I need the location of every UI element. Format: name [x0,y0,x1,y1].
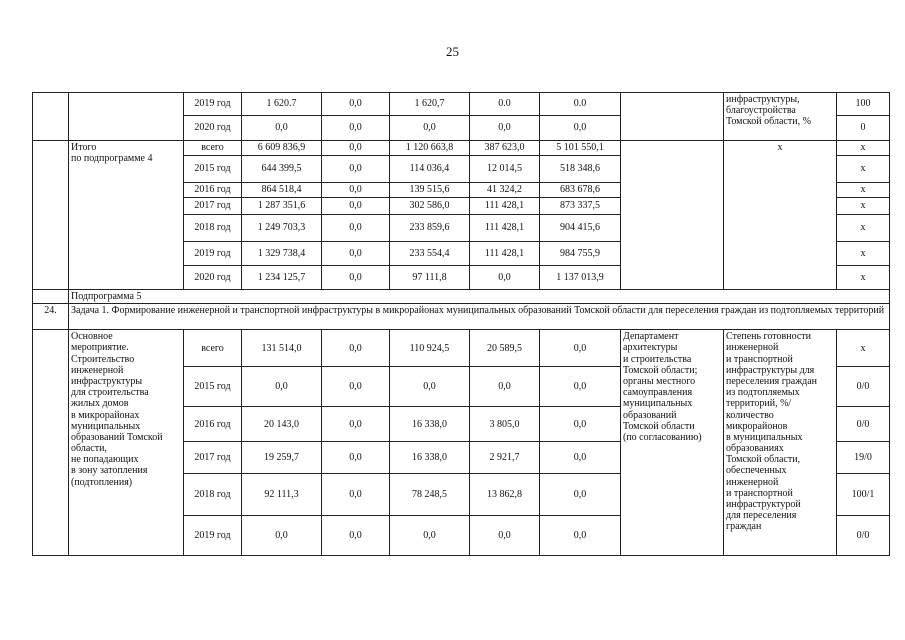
federal-cell: 0,0 [322,242,390,266]
federal-cell: 0,0 [322,116,390,141]
regional-cell: 0,0 [390,367,470,407]
value-cell: 0/0 [837,367,890,407]
page-number: 25 [446,44,459,59]
regional-cell: 233 554,4 [390,242,470,266]
total-cell: 644 399,5 [242,156,322,183]
municipal-cell: 111 428,1 [470,198,540,215]
value-cell: 100 [837,93,890,116]
year-cell: 2017 год [184,442,242,474]
municipal-cell: 12 014,5 [470,156,540,183]
municipal-cell: 111 428,1 [470,215,540,242]
regional-cell: 110 924,5 [390,330,470,367]
total-cell: 19 259,7 [242,442,322,474]
year-cell: 2017 год [184,198,242,215]
municipal-cell: 387 623,0 [470,141,540,156]
extra-cell: 683 678,6 [540,183,621,198]
extra-cell: 0,0 [540,116,621,141]
indicator-cell: Степень готовности инженерной и транспортной инфраструктуры для переселения граждан из подтопляемых территорий, %/ количество микрорайонов в муниципальных образованиях Томской области, обеспеченных инженерной и транспортной инфраструктурой для переселения граждан [724,330,837,556]
num-cell [33,290,69,304]
value-cell: x [837,156,890,183]
regional-cell: 302 586,0 [390,198,470,215]
value-cell: 0/0 [837,516,890,556]
municipal-cell: 41 324,2 [470,183,540,198]
executor-cell: Департамент архитектуры и строительства Томской области; органы местного самоуправления муниципальных образований Томской области (по согласованию) [621,330,724,556]
federal-cell: 0,0 [322,442,390,474]
municipal-cell: 2 921,7 [470,442,540,474]
federal-cell: 0,0 [322,198,390,215]
extra-cell: 984 755,9 [540,242,621,266]
extra-cell: 0,0 [540,367,621,407]
value-cell: 19/0 [837,442,890,474]
total-cell: 864 518,4 [242,183,322,198]
regional-cell: 78 248,5 [390,474,470,516]
year-cell: 2016 год [184,183,242,198]
value-cell: x [837,266,890,290]
extra-cell: 518 348,6 [540,156,621,183]
extra-cell: 0,0 [540,407,621,442]
extra-cell: 1 137 013,9 [540,266,621,290]
year-cell: 2018 год [184,474,242,516]
subprogram-total-title: Итого по подпрограмме 4 [69,141,184,290]
extra-cell: 0.0 [540,93,621,116]
extra-cell: 873 337,5 [540,198,621,215]
federal-cell: 0,0 [322,516,390,556]
table-row [33,141,890,156]
value-cell: 0 [837,116,890,141]
municipal-cell: 0.0 [470,93,540,116]
executor-cell [621,93,724,141]
municipal-cell: 0,0 [470,116,540,141]
municipal-cell: 13 862,8 [470,474,540,516]
municipal-cell: 0,0 [470,367,540,407]
total-cell: 20 143,0 [242,407,322,442]
regional-cell: 114 036,4 [390,156,470,183]
regional-cell: 16 338,0 [390,407,470,442]
regional-cell: 139 515,6 [390,183,470,198]
table-row [33,93,890,116]
regional-cell: 1 120 663,8 [390,141,470,156]
measure-cell: Основное мероприятие. Строительство инженерной инфраструктуры для строительства жилых домов в микрорайонах муниципальных образований Томской области, не попадающих в зону затопления (подтопления) [69,330,184,556]
year-cell: 2019 год [184,93,242,116]
task-text: Задача 1. Формирование инженерной и транспортной инфраструктуры в микрорайонах муниципальных образований Томской области для переселения граждан из подтопляемых территорий [69,304,890,330]
year-cell: 2018 год [184,215,242,242]
total-cell: 0,0 [242,516,322,556]
total-cell: 1 287 351,6 [242,198,322,215]
value-cell: 0/0 [837,407,890,442]
total-cell: 1 620.7 [242,93,322,116]
federal-cell: 0,0 [322,407,390,442]
indicator-cell: x [724,141,837,290]
value-cell: x [837,183,890,198]
year-cell: 2020 год [184,266,242,290]
total-cell: 0,0 [242,116,322,141]
budget-table [32,92,890,556]
total-cell: 131 514,0 [242,330,322,367]
subprogram-label: Подпрограмма 5 [69,290,890,304]
table-row [33,304,890,330]
year-cell: всего [184,141,242,156]
regional-cell: 97 111,8 [390,266,470,290]
executor-cell [621,141,724,290]
table-row [33,290,890,304]
year-cell: 2015 год [184,156,242,183]
municipal-cell: 20 589,5 [470,330,540,367]
num-cell [33,141,69,290]
extra-cell: 0,0 [540,516,621,556]
task-number: 24. [33,304,69,330]
federal-cell: 0,0 [322,183,390,198]
federal-cell: 0,0 [322,141,390,156]
extra-cell: 904 415,6 [540,215,621,242]
regional-cell: 0,0 [390,516,470,556]
federal-cell: 0,0 [322,156,390,183]
total-cell: 92 111,3 [242,474,322,516]
federal-cell: 0,0 [322,474,390,516]
regional-cell: 0,0 [390,116,470,141]
measure-cell [69,93,184,141]
regional-cell: 233 859,6 [390,215,470,242]
municipal-cell: 0,0 [470,516,540,556]
year-cell: 2020 год [184,116,242,141]
federal-cell: 0,0 [322,367,390,407]
extra-cell: 0,0 [540,330,621,367]
federal-cell: 0,0 [322,215,390,242]
year-cell: всего [184,330,242,367]
extra-cell: 5 101 550,1 [540,141,621,156]
indicator-cell: инфраструктуры, благоустройства Томской области, % [724,93,837,141]
regional-cell: 1 620,7 [390,93,470,116]
num-cell [33,330,69,556]
total-cell: 6 609 836,9 [242,141,322,156]
federal-cell: 0,0 [322,330,390,367]
year-cell: 2015 год [184,367,242,407]
year-cell: 2019 год [184,516,242,556]
municipal-cell: 3 805,0 [470,407,540,442]
value-cell: x [837,215,890,242]
year-cell: 2019 год [184,242,242,266]
value-cell: x [837,198,890,215]
value-cell: x [837,141,890,156]
extra-cell: 0,0 [540,474,621,516]
num-cell [33,93,69,141]
table-row [33,330,890,367]
federal-cell: 0,0 [322,266,390,290]
extra-cell: 0,0 [540,442,621,474]
value-cell: x [837,242,890,266]
total-cell: 1 249 703,3 [242,215,322,242]
federal-cell: 0,0 [322,93,390,116]
total-cell: 1 329 738,4 [242,242,322,266]
total-cell: 0,0 [242,367,322,407]
total-cell: 1 234 125,7 [242,266,322,290]
value-cell: 100/1 [837,474,890,516]
year-cell: 2016 год [184,407,242,442]
municipal-cell: 111 428,1 [470,242,540,266]
regional-cell: 16 338,0 [390,442,470,474]
value-cell: x [837,330,890,367]
municipal-cell: 0,0 [470,266,540,290]
